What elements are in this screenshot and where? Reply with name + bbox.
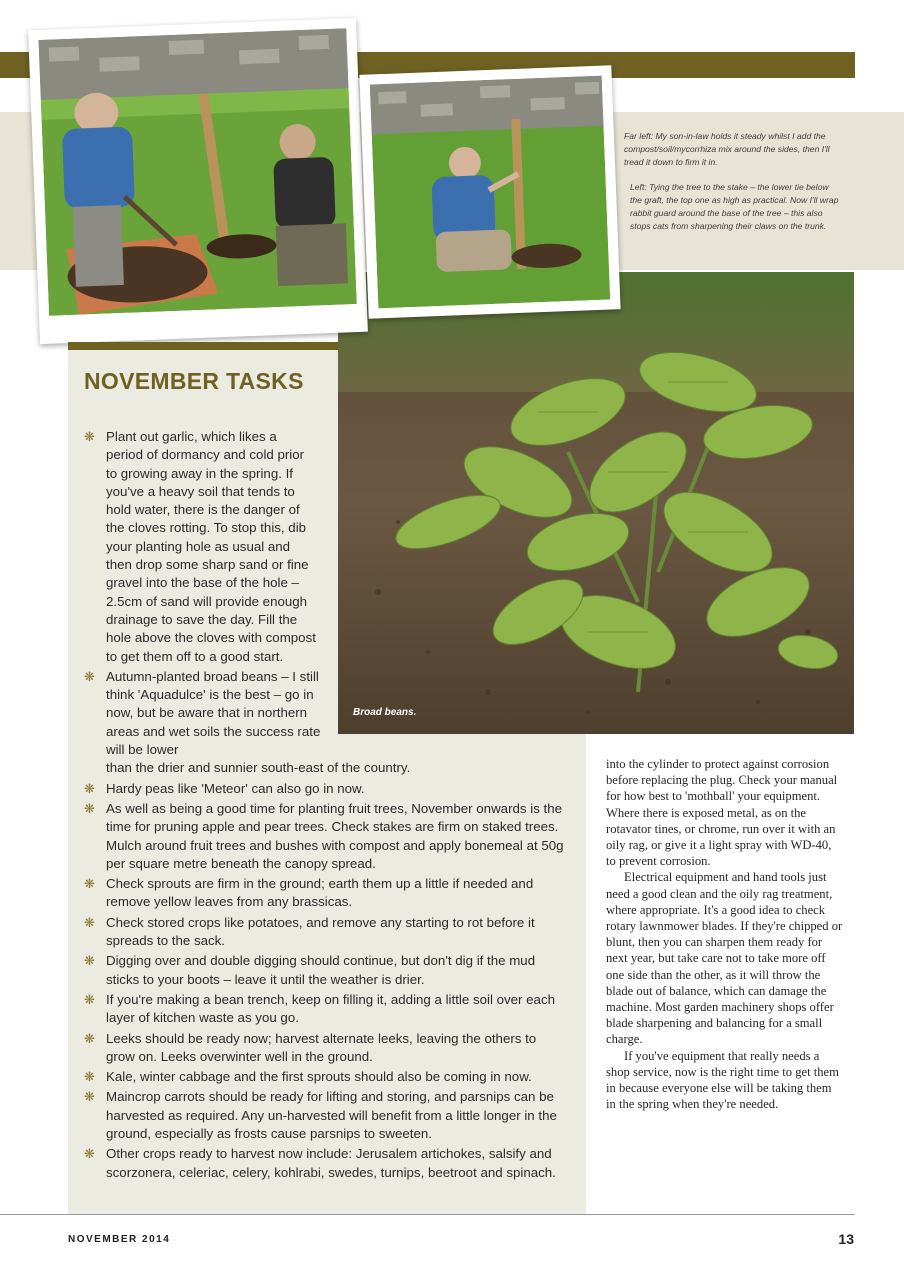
list-item — [84, 991, 568, 1028]
issue-date: NOVEMBER 2014 — [68, 1234, 171, 1245]
task-text: Digging over and double digging should continue, but don't dig if the mud sticks to your boots – leave it until the weather is drier. — [106, 953, 536, 987]
flower-bullet-icon: ❋ — [84, 800, 95, 816]
article-paragraph: into the cylinder to protect against corrosion before replacing the plug. Check your manual for how best to 'mothball' your equipment. Where there is exposed metal, as on the rotavator tines, or chrome, run over it with an oily rag, or give it a light spray with WD-40, to prevent corrosion. — [606, 757, 838, 869]
flower-bullet-icon: ❋ — [84, 780, 95, 796]
list-item — [84, 914, 568, 951]
flower-bullet-icon: ❋ — [84, 1030, 95, 1046]
photo-captions — [624, 130, 840, 245]
tasks-rule — [68, 342, 338, 350]
flower-bullet-icon: ❋ — [84, 1089, 95, 1105]
flower-bullet-icon: ❋ — [84, 1146, 95, 1162]
list-item — [84, 668, 568, 778]
caption-far-left: Far left: My son-in-law holds it steady whilst I add the compost/soil/mycorrhiza mix around the sides, then I'll tread it down to firm it in. — [624, 131, 830, 167]
task-text-continued: than the drier and sunnier south-east of the country. — [106, 760, 411, 776]
list-item — [84, 1030, 568, 1067]
task-text: Plant out garlic, which likes a period of dormancy and cold prior to growing away in the spring. If you've a heavy soil that tends to hold water, there is the danger of the cloves rotting. To stop this, dib your planting hole as usual and then drop some sharp sand or fine gravel into the base of the hole – 2.5cm of sand will provide enough drainage to save the day. Fill the hole above the cloves with compost to get them off to a good start. — [106, 429, 316, 664]
flower-bullet-icon: ❋ — [84, 914, 95, 930]
task-text: As well as being a good time for planting fruit trees, November onwards is the time for pruning apple and pear trees. Check stakes are firm on staked trees. Mulch around fruit trees and bushes with compost and apply bonemeal at 50g per square metre beneath the canopy spread. — [106, 800, 564, 871]
page-number: 13 — [838, 1231, 854, 1247]
november-tasks-heading: NOVEMBER TASKS — [84, 368, 304, 394]
task-text: Autumn-planted broad beans – I still think 'Aquadulce' is the best – go in now, but be aware that in northern areas and wet soils the success rate will be lower — [106, 668, 321, 758]
task-text: Kale, winter cabbage and the first sprouts should also be coming in now. — [106, 1069, 532, 1085]
flower-bullet-icon: ❋ — [84, 953, 95, 969]
flower-bullet-icon: ❋ — [84, 1069, 95, 1085]
task-text: Other crops ready to harvest now include: Jerusalem artichokes, salsify and scorzonera, celeriac, celery, kohlrabi, swedes, turnips, beetroot and spinach. — [106, 1146, 556, 1180]
article-paragraph: Electrical equipment and hand tools just need a good clean and the oily rag treatment, where appropriate. It's a good idea to check rotary lawnmower blades. If they're chipped or blunt, then you can sharpen them ready for next year, but take care not to take more off one side than the other, as it will throw the blade out of balance, which can damage the machine. Most garden machinery shops offer blade sharpening and balancing for a small charge. — [606, 870, 843, 1047]
list-item — [84, 875, 568, 912]
task-text: If you're making a bean trench, keep on filling it, adding a little soil over each layer of kitchen waste as you go. — [106, 991, 555, 1026]
task-text: Leeks should be ready now; harvest alternate leeks, leaving the others to grow on. Leeks overwinter well in the ground. — [106, 1030, 537, 1064]
task-text: Hardy peas like 'Meteor' can also go in now. — [106, 780, 365, 796]
tying-tree-photo — [359, 65, 620, 318]
caption-left: Left: Tying the tree to the stake – the lower tie below the graft, the top one as high as practical. Now I'll wrap rabbit guard around the base of the tree – this also stops cats from sharpening their claws on the trunk. — [630, 182, 839, 231]
task-text: Maincrop carrots should be ready for lifting and storing, and parsnips can be harvested as required. Any un-harvested will benefit from a little longer in the ground, especially as frosts cause parsnips to sweeten. — [106, 1089, 557, 1141]
footer-rule — [0, 1214, 855, 1215]
list-item — [84, 800, 568, 873]
tasks-list — [84, 428, 568, 1184]
flower-bullet-icon: ❋ — [84, 991, 95, 1007]
list-item — [84, 428, 316, 666]
list-item — [84, 1088, 568, 1143]
list-item — [84, 1068, 568, 1086]
list-item — [84, 780, 568, 798]
list-item — [84, 1145, 568, 1182]
article-column — [606, 756, 844, 1112]
flower-bullet-icon: ❋ — [84, 876, 95, 892]
task-text: Check sprouts are firm in the ground; earth them up a little if needed and remove yellow leaves from any brassicas. — [106, 876, 534, 910]
list-item — [84, 952, 568, 989]
flower-bullet-icon: ❋ — [84, 668, 95, 684]
article-paragraph: If you've equipment that really needs a shop service, now is the right time to get them in because everyone else will be taking them in the spring when they're needed. — [606, 1048, 839, 1112]
task-text: Check stored crops like potatoes, and remove any starting to rot before it spreads to the sack. — [106, 914, 535, 949]
beans-photo-caption: Broad beans. — [353, 707, 417, 718]
flower-bullet-icon: ❋ — [84, 429, 95, 444]
planting-tree-photo — [28, 18, 368, 344]
